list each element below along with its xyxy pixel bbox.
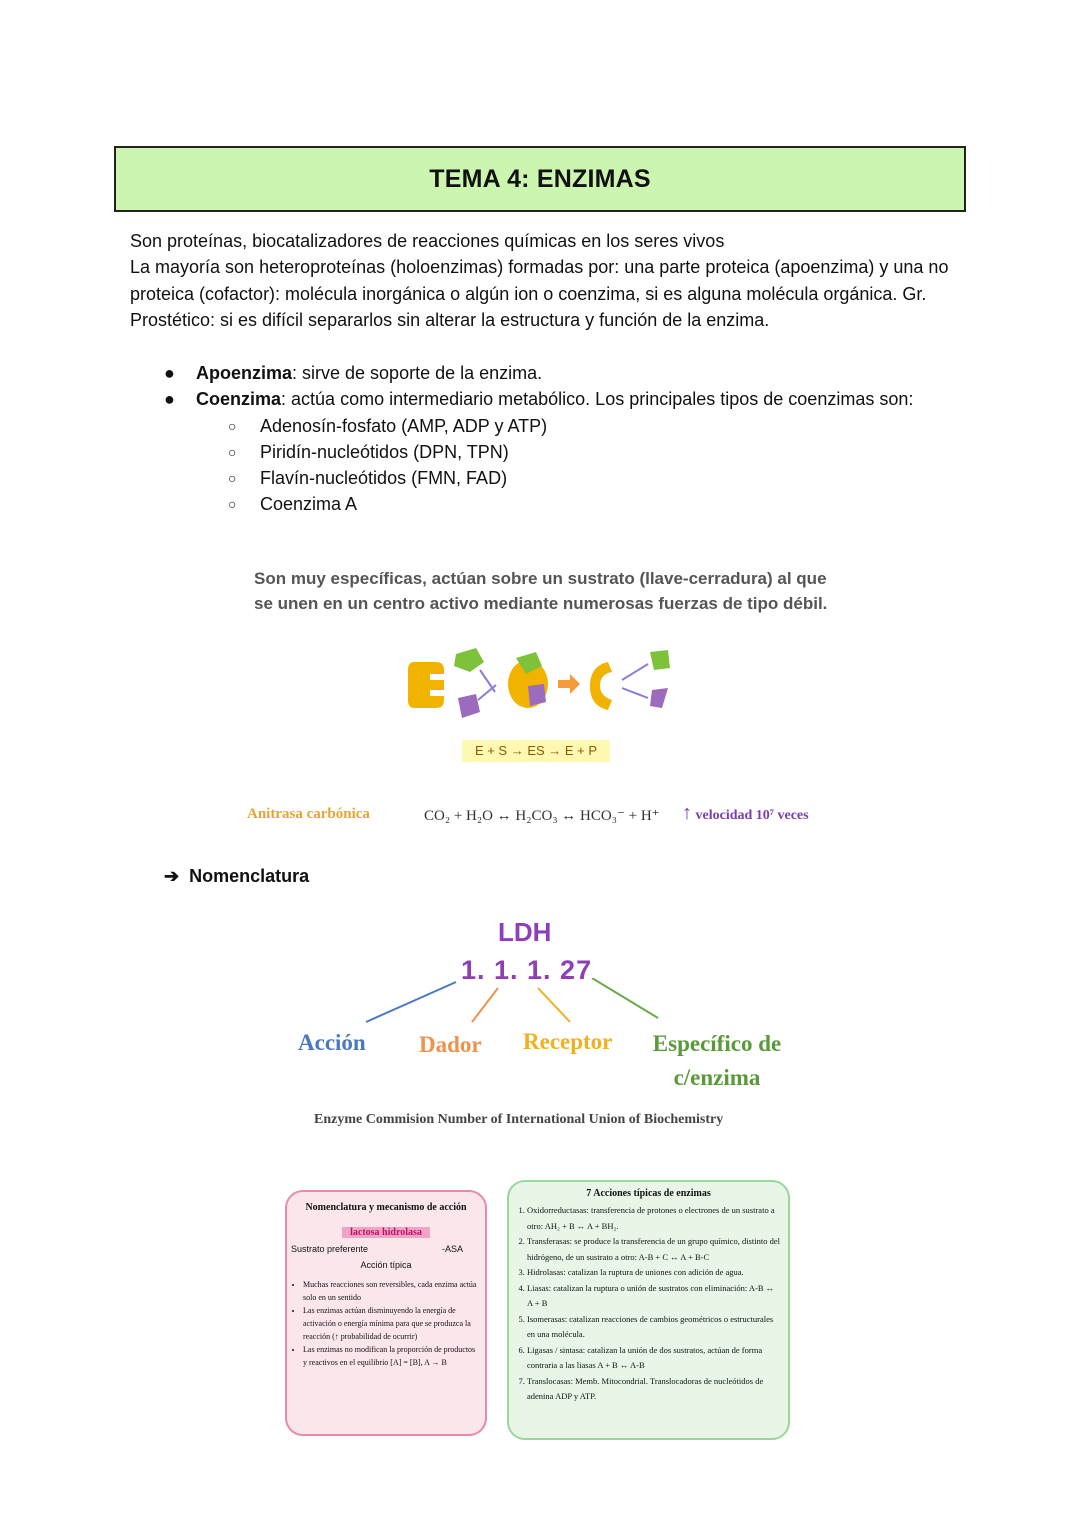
bullet-dot-icon: ● — [164, 363, 175, 383]
ec-caption: Enzyme Commision Number of International Union of Biochemistry — [314, 1112, 724, 1127]
intro-text — [130, 228, 950, 333]
nomenclatura-heading — [164, 866, 309, 887]
enzyme-equation: E + S → ES → E + P — [462, 740, 610, 762]
bullet-apoenzima — [164, 360, 954, 386]
specificity-text: Son muy específicas, actúan sobre un sustrato (llave-cerradura) al que se unen en un centro activo mediante numerosas fuerzas de tipo débil. — [254, 569, 828, 613]
intro-line-2: La mayoría son heteroproteínas (holoenzimas) formadas por: una parte proteica (apoenzima) y una no proteica (cofactor): molécula inorgánica o algún ion o coenzima, si es alguna molécula orgánica. Gr. Prostético: si es difícil separarlos sin alterar la estructura y función de la enzima. — [130, 257, 949, 330]
bullet-list — [164, 360, 954, 518]
enzyme-e-shape — [408, 662, 444, 708]
pink-action: Acción típica — [360, 1260, 412, 1270]
arrow-right-icon — [558, 674, 580, 694]
arrow-especifico — [592, 978, 658, 1018]
arrow-right-icon: ➔ — [164, 866, 190, 886]
coenzyme-item-text: Coenzima A — [260, 494, 358, 515]
pink-note: • Las enzimas actúan disminuyendo la energía de activación o energía mínima para que se produzca la reacción (↑ probabilidad de ocurrir) — [303, 1304, 479, 1343]
green-action: 7. Translocasas: Memb. Mitocondrial. Translocadoras de nucleótidos de adenina ADP y ATP. — [527, 1374, 780, 1405]
anitrasa-reaction: CO₂ + H₂O ↔ H₂CO₃ ↔ HCO₃⁻ + H⁺ — [424, 808, 660, 824]
green-action: 2. Transferasas: se produce la transferencia de un grupo químico, distinto del hidrógeno, de un sustrato a otro: A-B + C ↔ A + B-C — [527, 1234, 780, 1265]
nomenclatura-label: Nomenclatura — [189, 866, 310, 886]
arrow-dador — [472, 988, 498, 1022]
arrow-up-icon: ↑ — [682, 802, 692, 824]
bullet-text: : sirve de soporte de la enzima. — [292, 363, 543, 383]
pink-notes — [287, 1278, 485, 1369]
enzyme-substrate-diagram — [400, 640, 690, 730]
green-box — [507, 1180, 790, 1440]
pink-box — [285, 1190, 487, 1436]
title-box — [114, 146, 966, 212]
green-action: 4. Liasas: catalizan la ruptura o unión de sustratos con eliminación: A-B ↔ A + B — [527, 1281, 780, 1312]
bullet-coenzima — [164, 386, 954, 412]
pink-box-title: Nomenclatura y mecanismo de acción — [305, 1202, 467, 1213]
enzyme-abbrev: LDH — [498, 917, 552, 947]
enzyme-substrate-complex — [508, 652, 548, 708]
arrow-receptor — [538, 988, 570, 1022]
coenzyme-sublist — [164, 413, 954, 518]
coenzyme-item-text: Piridín-nucleótidos (DPN, TPN) — [260, 441, 509, 462]
anitrasa-speed — [682, 802, 809, 825]
pink-note: • Las enzimas no modifican la proporción de productos y reactivos en el equilibrio [A] = [B], A → B — [303, 1343, 479, 1369]
bullet-text: : actúa como intermediario metabólico. Los principales tipos de coenzimas son: — [281, 389, 914, 410]
label-accion: Acción — [298, 1030, 366, 1055]
circle-bullet-icon: ○ — [228, 496, 237, 513]
arrow-line — [478, 685, 496, 700]
label-especifico: Específico de c/enzima — [652, 1031, 782, 1090]
circle-bullet-icon: ○ — [228, 443, 237, 460]
intro-line-1: Son proteínas, biocatalizadores de reacciones químicas en los seres vivos — [130, 231, 725, 251]
green-box-title: 7 Acciones típicas de enzimas — [586, 1188, 711, 1199]
pink-substrate: Sustrato preferente — [291, 1244, 369, 1254]
coenzyme-item — [164, 491, 954, 517]
green-action: 5. Isomerasas: catalizan reacciones de cambios geométricos o estructurales en una molécula. — [527, 1312, 780, 1343]
ec-arrows — [360, 978, 660, 1028]
arrow-line — [622, 664, 648, 680]
circle-bullet-icon: ○ — [228, 470, 237, 487]
label-dador: Dador — [419, 1032, 482, 1057]
pink-note: • Muchas reacciones son reversibles, cada enzima actúa solo en un sentido — [303, 1278, 479, 1304]
coenzyme-item — [164, 439, 954, 465]
pink-example: lactosa hidrolasa — [342, 1227, 430, 1238]
circle-bullet-icon: ○ — [228, 417, 237, 434]
product-purple — [650, 688, 668, 708]
substrate-purple — [458, 694, 480, 718]
coenzyme-item-text: Adenosín-fosfato (AMP, ADP y ATP) — [260, 415, 548, 436]
bullet-term: Coenzima — [196, 389, 282, 410]
coenzyme-item — [164, 413, 954, 439]
enzyme-free — [590, 662, 612, 710]
product-green — [650, 650, 670, 670]
coenzyme-sublist-wrapper — [164, 413, 954, 518]
substrate-green — [454, 648, 484, 672]
arrow-accion — [366, 982, 456, 1022]
ec-number: 1. 1. 1. 27 — [461, 955, 593, 985]
coenzyme-item — [164, 465, 954, 491]
pink-suffix: -ASA — [441, 1244, 463, 1254]
arrow-line — [622, 688, 648, 698]
bullet-dot-icon: ● — [164, 389, 175, 410]
green-actions — [509, 1203, 788, 1405]
anitrasa-name: Anitrasa carbónica — [247, 806, 370, 822]
page-title: TEMA 4: ENZIMAS — [429, 164, 651, 193]
green-action: 3. Hidrolasas: catalizan la ruptura de uniones con adición de agua. — [527, 1265, 780, 1281]
bullet-term: Apoenzima — [196, 363, 293, 383]
green-action: 6. Ligasas / sintasa: catalizan la unión de dos sustratos, actúan de forma contraria a las liasas A + B ↔ A-B — [527, 1343, 780, 1374]
pink-parts — [287, 1238, 485, 1254]
coenzyme-item-text: Flavín-nucleótidos (FMN, FAD) — [260, 468, 508, 489]
green-action: 1. Oxidorreductasas: transferencia de protones o electrones de un sustrato a otro: AH₂ + B ↔ A + BH₂. — [527, 1203, 780, 1234]
speed-text: velocidad 10⁷ veces — [695, 808, 809, 823]
label-receptor: Receptor — [523, 1029, 613, 1054]
